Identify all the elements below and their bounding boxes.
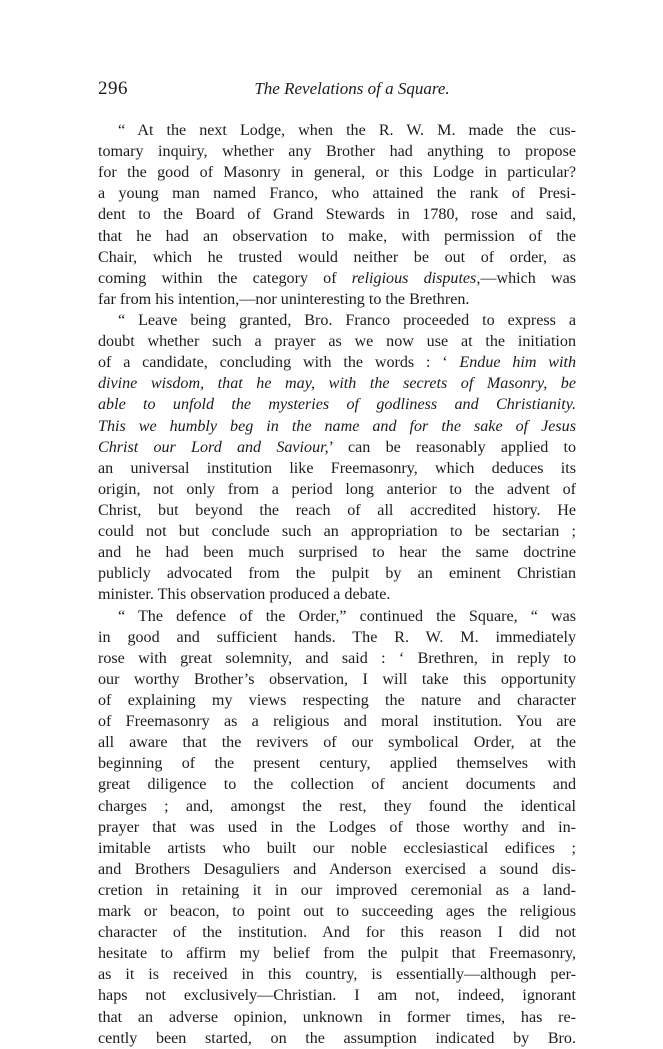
text-run: Chair, which he trusted would neither be out of order, as xyxy=(98,248,576,266)
italic-text: able to unfold the mysteries of godliness and Christianity. xyxy=(98,396,576,414)
book-page xyxy=(98,78,576,1049)
text-run: minister. This observation produced a debate. xyxy=(98,586,391,604)
text-line xyxy=(98,289,576,310)
text-line xyxy=(98,711,576,732)
text-line xyxy=(98,352,576,373)
text-run: an universal institution like Freemasonry, which deduces its xyxy=(98,459,576,477)
text-line xyxy=(98,183,576,204)
text-line xyxy=(98,838,576,859)
text-run: our worthy Brother’s observation, I will take this opportunity xyxy=(98,670,576,688)
italic-text: divine wisdom, that he may, with the secrets of Masonry, be xyxy=(98,375,576,393)
text-run: hesitate to affirm my belief from the pulpit that Freemasonry, xyxy=(98,945,576,963)
text-line xyxy=(98,331,576,352)
text-line xyxy=(98,162,576,183)
text-run: as it is received in this country, is essentially—although per- xyxy=(98,966,576,984)
text-line xyxy=(98,120,576,141)
text-run: character of the institution. And for this reason I did not xyxy=(98,924,576,942)
text-run: cently been started, on the assumption indicated by Bro. xyxy=(98,1029,576,1047)
text-run: charges ; and, amongst the rest, they found the identical xyxy=(98,797,576,815)
text-run: beginning of the present century, applied themselves with xyxy=(98,755,576,773)
text-line xyxy=(98,204,576,225)
text-run: of Freemasonry as a religious and moral institution. You are xyxy=(98,713,576,731)
text-run: all aware that the revivers of our symbolical Order, at the xyxy=(98,734,576,752)
text-line xyxy=(98,985,576,1006)
text-line xyxy=(98,584,576,605)
text-line xyxy=(98,310,576,331)
text-line xyxy=(98,247,576,268)
text-line xyxy=(98,732,576,753)
text-run: dent to the Board of Grand Stewards in 1780, rose and said, xyxy=(98,206,576,224)
text-run: “ Leave being granted, Bro. Franco proceeded to express a xyxy=(118,311,576,329)
text-run: doubt whether such a prayer as we now use at the initiation xyxy=(98,333,576,351)
text-run: imitable artists who built our noble ecclesiastical edifices ; xyxy=(98,839,576,857)
text-run: origin, not only from a period long anterior to the advent of xyxy=(98,480,576,498)
text-line xyxy=(98,922,576,943)
text-run: coming within the category of xyxy=(98,269,352,287)
italic-text: Endue him with xyxy=(459,354,576,372)
text-run: that he had an observation to make, with permission of the xyxy=(98,227,576,245)
text-line xyxy=(98,817,576,838)
text-line xyxy=(98,563,576,584)
body-text xyxy=(98,120,576,1049)
text-run: a young man named Franco, who attained the rank of Presi- xyxy=(98,185,576,203)
text-run: and he had been much surprised to hear the same doctrine xyxy=(98,544,576,562)
text-run: —which was xyxy=(480,269,576,287)
text-line xyxy=(98,268,576,289)
text-run: of explaining my views respecting the nature and character xyxy=(98,691,576,709)
text-run: for the good of Masonry in general, or this Lodge in particular? xyxy=(98,164,576,182)
text-run: ’ can be reasonably applied to xyxy=(328,438,576,456)
text-run: publicly advocated from the pulpit by an eminent Christian xyxy=(98,565,576,583)
text-run: cretion in retaining it in our improved ceremonial as a land- xyxy=(98,881,576,899)
text-run: tomary inquiry, whether any Brother had anything to propose xyxy=(98,143,576,161)
page-header xyxy=(98,78,576,102)
text-run: that an adverse opinion, unknown in former times, has re- xyxy=(98,1008,576,1026)
text-run: mark or beacon, to point out to succeeding ages the religious xyxy=(98,903,576,921)
text-run: and Brothers Desaguliers and Anderson exercised a sound dis- xyxy=(98,860,576,878)
text-line xyxy=(98,416,576,437)
text-line xyxy=(98,943,576,964)
text-line xyxy=(98,859,576,880)
text-line xyxy=(98,901,576,922)
text-line xyxy=(98,1028,576,1049)
text-line xyxy=(98,500,576,521)
text-line xyxy=(98,373,576,394)
text-line xyxy=(98,479,576,500)
text-run: “ At the next Lodge, when the R. W. M. made the cus- xyxy=(118,122,576,139)
running-title: The Revelations of a Square. xyxy=(254,79,450,98)
text-run: haps not exclusively—Christian. I am not, indeed, ignorant xyxy=(98,987,576,1005)
text-line xyxy=(98,394,576,415)
text-line xyxy=(98,437,576,458)
text-run: great diligence to the collection of ancient documents and xyxy=(98,776,576,794)
text-run: Christ, but beyond the reach of all accredited history. He xyxy=(98,501,576,519)
text-run: in good and sufficient hands. The R. W. M. immediately xyxy=(98,628,576,646)
text-run: could not but conclude such an appropriation to be sectarian ; xyxy=(98,523,576,541)
italic-text: This we humbly beg in the name and for the sake of Jesus xyxy=(98,417,576,435)
text-line xyxy=(98,606,576,627)
text-line xyxy=(98,796,576,817)
text-line xyxy=(98,458,576,479)
text-run: of a candidate, concluding with the words : ‘ xyxy=(98,354,460,372)
text-line xyxy=(98,542,576,563)
italic-text: religious disputes, xyxy=(351,269,481,287)
text-line xyxy=(98,880,576,901)
text-line xyxy=(98,226,576,247)
text-line xyxy=(98,964,576,985)
text-run: prayer that was used in the Lodges of those worthy and in- xyxy=(98,818,576,836)
text-line xyxy=(98,521,576,542)
text-line xyxy=(98,690,576,711)
text-line xyxy=(98,1007,576,1028)
page-number: 296 xyxy=(98,78,128,99)
italic-text: Christ our Lord and Saviour, xyxy=(98,438,329,456)
text-run: rose with great solemnity, and said : ‘ Brethren, in reply to xyxy=(98,649,576,667)
text-line xyxy=(98,669,576,690)
text-line xyxy=(98,141,576,162)
text-line xyxy=(98,627,576,648)
text-run: far from his intention,—nor uninteresting to the Brethren. xyxy=(98,290,470,308)
text-line xyxy=(98,774,576,795)
text-line xyxy=(98,753,576,774)
text-run: “ The defence of the Order,” continued the Square, “ was xyxy=(118,607,576,625)
text-line xyxy=(98,648,576,669)
